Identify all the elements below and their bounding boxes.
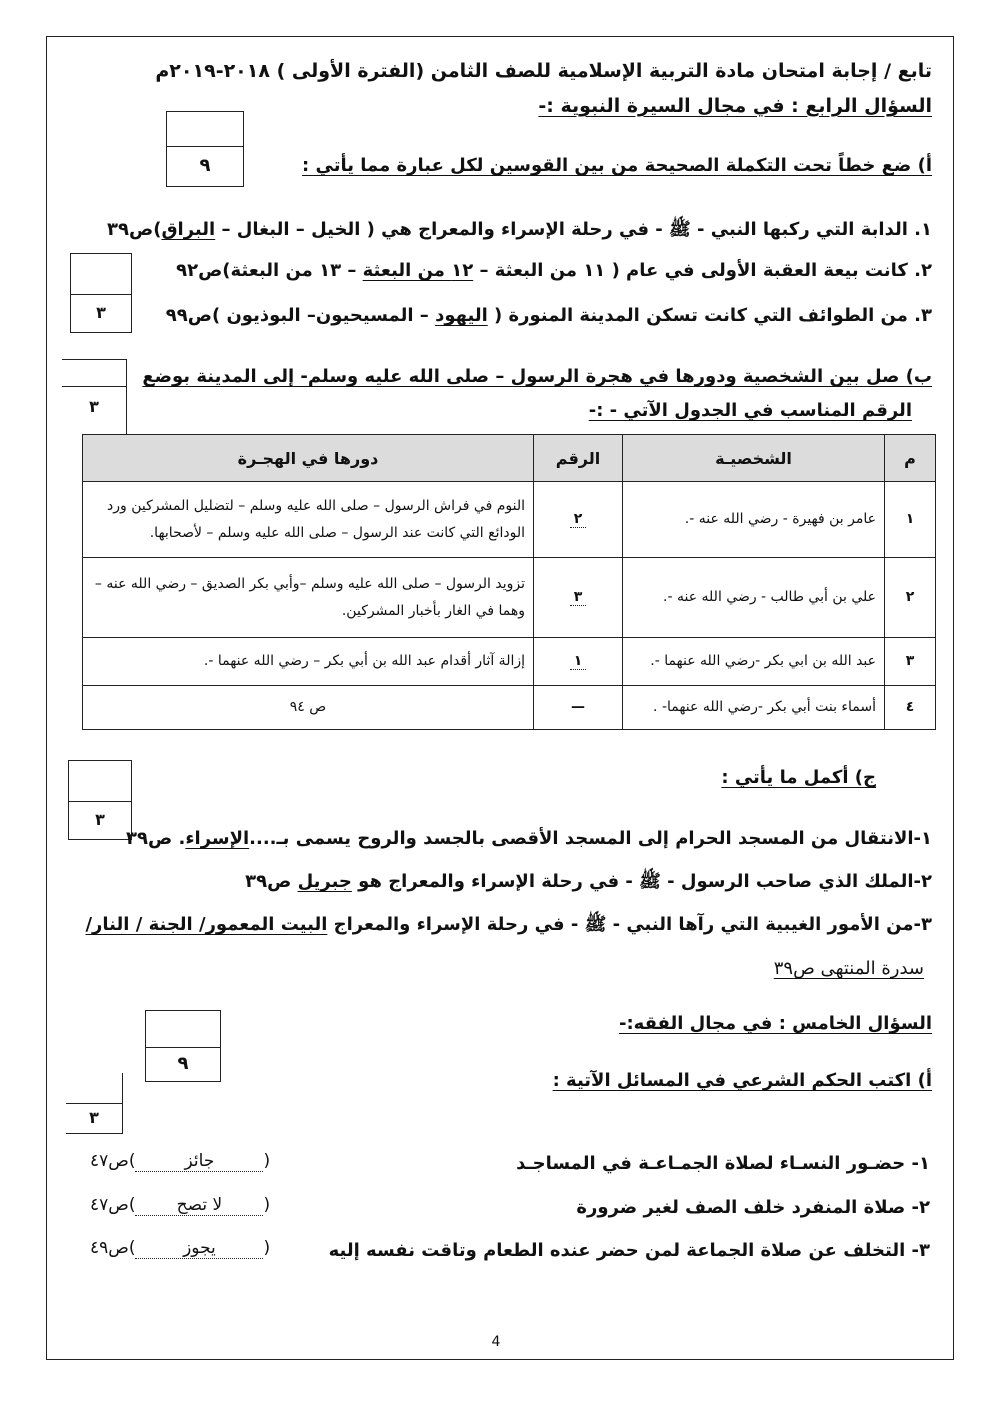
q4-a-item-1: ١. الدابة التي ركبها النبي - ﷺ - في رحلة الإسراء والمعراج هي ( الخيل – البغال – البراق)ص٣٩ bbox=[107, 219, 932, 240]
q4-c-score-box bbox=[68, 760, 132, 840]
q4-c-item-3-continuation: سدرة المنتهى ص٣٩ bbox=[773, 958, 924, 979]
q4-a-answer-2: ١٢ من البعثة bbox=[362, 260, 474, 281]
table-row: ٤ أسماء بنت أبي بكر -رضي الله عنهما- . — ص ٩٤ bbox=[83, 686, 936, 730]
q5-a-item-2: ٢- صلاة المنفرد خلف الصف لغير ضرورة bbox=[576, 1197, 930, 1218]
col-role: دورها في الهجـرة bbox=[83, 435, 534, 482]
q4-c-score: ٣ bbox=[95, 810, 105, 829]
q4-a-item-3: ٣. من الطوائف التي كانت تسكن المدينة المنورة ( اليهود – المسيحيون– البوذيون )ص٩٩ bbox=[165, 305, 932, 326]
q5-a-instruction: أ) اكتب الحكم الشرعي في المسائل الآتية : bbox=[552, 1070, 932, 1091]
q4-a-score: ٣ bbox=[96, 303, 106, 322]
q4-b-score: ٣ bbox=[89, 397, 99, 416]
col-person: الشخصيـة bbox=[623, 435, 885, 482]
q4-score: ٩ bbox=[199, 155, 211, 176]
col-number: الرقم bbox=[534, 435, 623, 482]
answer-number: ١ bbox=[570, 653, 587, 670]
q5-a-answer-1: (جائز)ص٤٧ bbox=[90, 1151, 271, 1171]
q4-a-item-2: ٢. كانت بيعة العقبة الأولى في عام ( ١١ من البعثة – ١٢ من البعثة – ١٣ من البعثة)ص٩٢ bbox=[176, 260, 932, 281]
table-row: ٣ عبد الله بن ابي بكر -رضي الله عنهما -. ١ إزالة آثار أقدام عبد الله بن أبي بكر – رضي الله عنهما -. bbox=[83, 638, 936, 686]
q4-b-score-box bbox=[62, 359, 127, 434]
q5-score: ٩ bbox=[177, 1053, 189, 1074]
q5-score-box bbox=[145, 1010, 221, 1082]
q4-a-score-box bbox=[70, 253, 132, 333]
q5-a-item-1: ١- حضـور النسـاء لصلاة الجمـاعـة في المساجـد bbox=[516, 1153, 930, 1174]
q5-a-answer-3: (يجوز)ص٤٩ bbox=[90, 1238, 271, 1258]
q4-c-instruction: ج) أكمل ما يأتي : bbox=[721, 767, 876, 788]
q4-c-item-2: ٢-الملك الذي صاحب الرسول - ﷺ - في رحلة الإسراء والمعراج هو جبريل ص٣٩ bbox=[245, 871, 932, 892]
exam-title: تابع / إجابة امتحان مادة التربية الإسلامية للصف الثامن (الفترة الأولى ) ٢٠١٨-٢٠١٩م bbox=[155, 60, 932, 82]
q4-a-answer-3: اليهود bbox=[435, 305, 488, 326]
q4-c-answer-3: البيت المعمور/ الجنة / النار/ bbox=[85, 914, 328, 935]
hijra-table bbox=[82, 434, 936, 730]
q5-heading: السؤال الخامس : في مجال الفقه:- bbox=[618, 1013, 932, 1034]
answer-number: — bbox=[534, 686, 623, 730]
answer-number: ٣ bbox=[570, 589, 587, 606]
table-row: ٢ علي بن أبي طالب - رضي الله عنه -. ٣ تزويد الرسول – صلى الله عليه وسلم –وأبي بكر الصديق – رضي الله عنه – وهما في الغار بأخبار المشركين. bbox=[83, 558, 936, 638]
table-row: ١ عامر بن فهيرة - رضي الله عنه -. ٢ النوم في فراش الرسول – صلى الله عليه وسلم – لتضليل المشركين ورد الودائع التي كانت عند الرسول – صلى الله عليه وسلم – لأصحابها. bbox=[83, 482, 936, 558]
q4-score-box bbox=[166, 111, 244, 187]
answer-number: ٢ bbox=[570, 511, 587, 528]
q4-c-answer-1: الإسراء bbox=[185, 828, 250, 849]
q4-a-instruction: أ) ضع خطاً تحت التكملة الصحيحة من بين القوسين لكل عبارة مما يأتي : bbox=[302, 155, 932, 176]
page-number: 4 bbox=[491, 1334, 501, 1350]
q5-a-answer-2: (لا تصح)ص٤٧ bbox=[90, 1195, 271, 1215]
table-header-row bbox=[83, 435, 936, 482]
col-m: م bbox=[885, 435, 936, 482]
q4-a-answer-1: البراق bbox=[161, 219, 216, 240]
q4-b-instruction-1: ب) صل بين الشخصية ودورها في هجرة الرسول – صلى الله عليه وسلم- إلى المدينة بوضع bbox=[142, 366, 932, 387]
q4-heading: السؤال الرابع : في مجال السيرة النبوية :- bbox=[538, 95, 932, 117]
q5-a-score: ٣ bbox=[89, 1108, 99, 1127]
q4-c-item-1: ١-الانتقال من المسجد الحرام إلى المسجد الأقصى بالجسد والروح يسمى بـ....الإسراء. ص٣٩ bbox=[126, 828, 932, 849]
q4-c-answer-2: جبريل bbox=[297, 871, 352, 892]
q4-c-item-3: ٣-من الأمور الغيبية التي رآها النبي - ﷺ - في رحلة الإسراء والمعراج البيت المعمور/ الجنة / النار/ bbox=[85, 914, 932, 935]
q5-a-item-3: ٣- التخلف عن صلاة الجماعة لمن حضر عنده الطعام وتاقت نفسه إليه bbox=[328, 1240, 930, 1261]
q4-b-instruction-2: الرقم المناسب في الجدول الآتي - :- bbox=[588, 400, 912, 421]
q5-a-score-box bbox=[66, 1073, 123, 1134]
